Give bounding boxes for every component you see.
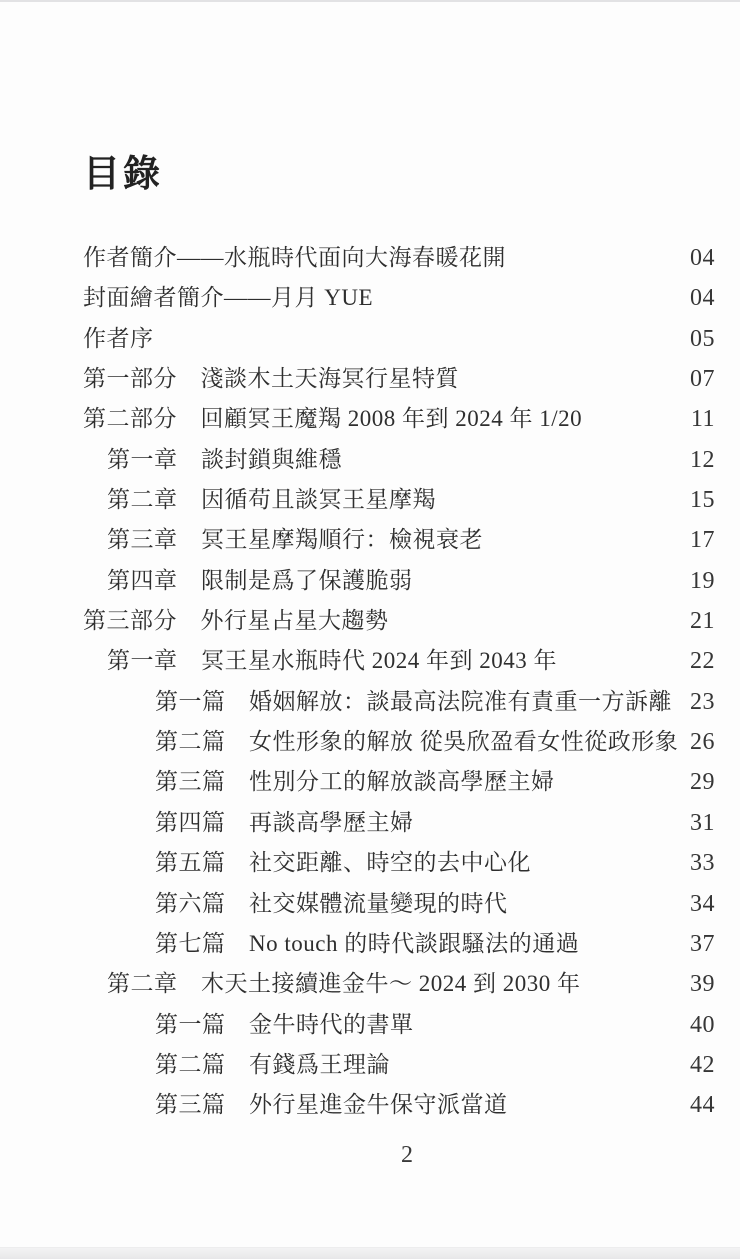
toc-entry-page: 04 (690, 245, 715, 271)
toc-entry-title: 第一篇 金牛時代的書單 (155, 1011, 414, 1037)
toc-entry-title: 第七篇 No touch 的時代談跟騷法的通過 (155, 930, 580, 956)
toc-entry (83, 1085, 715, 1125)
toc-entry-page: 33 (690, 850, 715, 877)
toc-entry-page: 42 (690, 1051, 715, 1078)
toc-entry (83, 561, 715, 601)
toc-entry (83, 480, 715, 520)
toc-entry-title: 第二篇 有錢爲王理論 (155, 1051, 390, 1077)
toc-entry-page: 39 (690, 971, 715, 998)
toc-entry-page: 19 (690, 567, 715, 594)
toc-entry-title: 第二篇 女性形象的解放 從吳欣盈看女性從政形象 (155, 729, 679, 755)
toc-entry-page: 34 (690, 890, 715, 917)
toc-entry-page: 15 (690, 487, 715, 514)
toc-entry (83, 359, 715, 399)
toc-entry-page: 22 (690, 648, 715, 675)
toc-entry (83, 238, 715, 278)
toc-entry (83, 1045, 715, 1085)
toc-entry-title: 作者簡介——水瓶時代面向大海春暖花開 (83, 245, 506, 270)
toc-entry-page: 17 (690, 527, 715, 554)
toc-entry (83, 924, 715, 964)
page-bottom-edge (0, 1247, 740, 1259)
toc-entry-page: 21 (690, 608, 715, 635)
toc-entry (83, 520, 715, 560)
toc-entry-page: 40 (690, 1011, 715, 1038)
toc-entry-title: 第三篇 性別分工的解放談高學歷主婦 (155, 769, 555, 795)
toc-entry-page: 26 (690, 729, 715, 756)
toc-entry-page: 31 (690, 809, 715, 836)
toc-entry-title: 第一篇 婚姻解放：談最高法院准有責重一方訴離 (155, 688, 672, 714)
toc-entry-title: 作者序 (83, 325, 154, 351)
toc-entry (83, 399, 715, 439)
toc-entry (83, 884, 715, 924)
toc-entry-title: 第二章 因循苟且談冥王星摩羯 (107, 487, 436, 513)
toc-entry-page: 04 (690, 285, 715, 312)
toc-entry-title: 第三部分 外行星占星大趨勢 (83, 608, 389, 634)
toc-entry-title: 第四篇 再談高學歷主婦 (155, 809, 414, 835)
toc-entry (83, 319, 715, 359)
toc-entry (83, 641, 715, 681)
page-title: 目錄 (83, 154, 163, 195)
toc-entry-page: 37 (690, 930, 715, 957)
toc-entry (83, 762, 715, 802)
toc-entry (83, 278, 715, 318)
toc-entry (83, 803, 715, 843)
toc-entry-page: 44 (690, 1092, 715, 1119)
toc-entry-page: 05 (690, 325, 715, 352)
toc-entry (83, 843, 715, 883)
toc-entry-title: 第三章 冥王星摩羯順行：檢視衰老 (107, 527, 483, 553)
toc-entry-title: 第五篇 社交距離、時空的去中心化 (155, 850, 531, 876)
toc-entry (83, 601, 715, 641)
toc-entry-title: 封面繪者簡介——月月 YUE (83, 285, 374, 311)
toc-entry-title: 第四章 限制是爲了保護脆弱 (107, 567, 413, 593)
toc-entry-title: 第三篇 外行星進金牛保守派當道 (155, 1092, 508, 1118)
folio-page-number: 2 (401, 1141, 413, 1168)
toc-entry (83, 440, 715, 480)
toc-entry (83, 682, 715, 722)
toc-entry-title: 第二部分 回顧冥王魔羯 2008 年到 2024 年 1/20 (83, 406, 583, 432)
toc-list (83, 238, 715, 1126)
toc-entry-title: 第一章 冥王星水瓶時代 2024 年到 2043 年 (107, 648, 557, 674)
toc-entry (83, 1005, 715, 1045)
toc-entry-page: 12 (690, 446, 715, 473)
toc-entry (83, 722, 715, 762)
toc-entry-title: 第二章 木天土接續進金牛～ 2024 到 2030 年 (107, 971, 581, 997)
toc-entry-title: 第一章 談封鎖與維穩 (107, 446, 342, 472)
toc-entry-page: 29 (690, 769, 715, 796)
toc-entry (83, 964, 715, 1004)
toc-entry-title: 第一部分 淺談木土天海冥行星特質 (83, 366, 459, 392)
toc-entry-page: 23 (690, 688, 715, 715)
toc-entry-title: 第六篇 社交媒體流量變現的時代 (155, 890, 508, 916)
toc-entry-page: 11 (690, 406, 715, 433)
toc-entry-page: 07 (690, 366, 715, 393)
